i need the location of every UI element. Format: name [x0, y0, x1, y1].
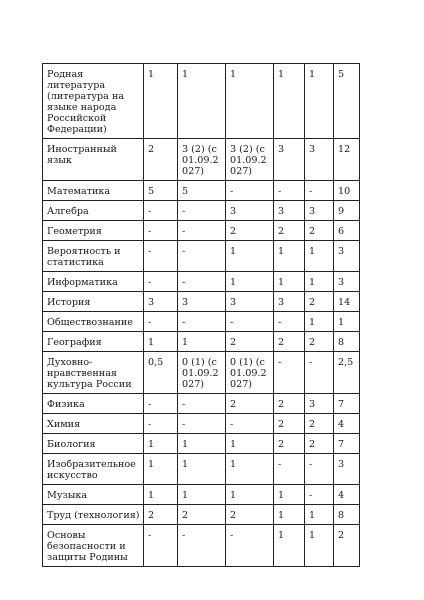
subject-cell: Математика: [43, 181, 144, 201]
subject-cell: Основы безопасности и защиты Родины: [43, 525, 144, 567]
hours-cell: 1: [274, 505, 305, 525]
hours-cell: 2: [178, 505, 226, 525]
hours-cell: 2: [274, 221, 305, 241]
hours-cell: 3: [274, 292, 305, 312]
total-cell: 3: [334, 272, 360, 292]
hours-cell: 2: [305, 332, 334, 352]
subject-cell: Вероятность и статистика: [43, 241, 144, 272]
hours-cell: 1: [178, 434, 226, 454]
subject-cell: География: [43, 332, 144, 352]
hours-cell: -: [274, 454, 305, 485]
total-cell: 6: [334, 221, 360, 241]
hours-cell: -: [274, 312, 305, 332]
total-cell: 10: [334, 181, 360, 201]
hours-cell: 2: [226, 332, 274, 352]
table-row: [43, 485, 360, 505]
hours-cell: 5: [144, 181, 178, 201]
curriculum-table-body: [43, 64, 360, 567]
hours-cell: 1: [226, 272, 274, 292]
subject-cell: Физика: [43, 394, 144, 414]
hours-cell: 2: [274, 394, 305, 414]
hours-cell: 1: [144, 434, 178, 454]
subject-cell: Иностранный язык: [43, 139, 144, 181]
hours-cell: 2: [226, 505, 274, 525]
hours-cell: 1: [274, 272, 305, 292]
table-row: [43, 221, 360, 241]
hours-cell: 1: [178, 485, 226, 505]
hours-cell: 3: [144, 292, 178, 312]
hours-cell: 3: [226, 201, 274, 221]
hours-cell: 2: [226, 221, 274, 241]
hours-cell: 2: [144, 505, 178, 525]
hours-cell: 1: [226, 434, 274, 454]
table-row: [43, 241, 360, 272]
hours-cell: -: [226, 181, 274, 201]
hours-cell: 1: [305, 525, 334, 567]
table-row: [43, 434, 360, 454]
hours-cell: 0 (1) (с 01.09.2027): [226, 352, 274, 394]
total-cell: 9: [334, 201, 360, 221]
table-row: [43, 332, 360, 352]
table-row: [43, 64, 360, 139]
hours-cell: 3: [305, 139, 334, 181]
subject-cell: Музыка: [43, 485, 144, 505]
total-cell: 4: [334, 485, 360, 505]
table-row: [43, 505, 360, 525]
hours-cell: -: [178, 414, 226, 434]
hours-cell: 2: [274, 332, 305, 352]
hours-cell: -: [274, 352, 305, 394]
hours-cell: -: [274, 181, 305, 201]
hours-cell: 3: [274, 201, 305, 221]
subject-cell: Обществознание: [43, 312, 144, 332]
subject-cell: Информатика: [43, 272, 144, 292]
hours-cell: 1: [178, 64, 226, 139]
hours-cell: 3: [226, 292, 274, 312]
hours-cell: 1: [226, 241, 274, 272]
hours-cell: 2: [305, 434, 334, 454]
table-row: [43, 414, 360, 434]
total-cell: 8: [334, 505, 360, 525]
total-cell: 2,5: [334, 352, 360, 394]
hours-cell: 1: [274, 64, 305, 139]
subject-cell: Изобразительное искусство: [43, 454, 144, 485]
total-cell: 5: [334, 64, 360, 139]
hours-cell: -: [144, 241, 178, 272]
total-cell: 3: [334, 454, 360, 485]
hours-cell: 3: [178, 292, 226, 312]
table-row: [43, 525, 360, 567]
subject-cell: Алгебра: [43, 201, 144, 221]
hours-cell: 2: [144, 139, 178, 181]
hours-cell: 1: [144, 485, 178, 505]
hours-cell: 1: [305, 312, 334, 332]
hours-cell: 1: [305, 505, 334, 525]
hours-cell: 1: [226, 454, 274, 485]
table-row: [43, 352, 360, 394]
subject-cell: Труд (технология): [43, 505, 144, 525]
hours-cell: -: [226, 312, 274, 332]
table-row: [43, 454, 360, 485]
hours-cell: 1: [226, 64, 274, 139]
hours-cell: -: [144, 414, 178, 434]
hours-cell: 3: [274, 139, 305, 181]
hours-cell: -: [178, 394, 226, 414]
hours-cell: 2: [274, 434, 305, 454]
hours-cell: 2: [305, 414, 334, 434]
hours-cell: 3 (2) (с 01.09.2027): [226, 139, 274, 181]
total-cell: 7: [334, 394, 360, 414]
hours-cell: -: [144, 525, 178, 567]
hours-cell: 3: [305, 201, 334, 221]
hours-cell: 3: [305, 394, 334, 414]
hours-cell: 1: [274, 485, 305, 505]
hours-cell: 1: [144, 454, 178, 485]
hours-cell: -: [144, 221, 178, 241]
hours-cell: 1: [178, 332, 226, 352]
hours-cell: 1: [144, 64, 178, 139]
hours-cell: 1: [226, 485, 274, 505]
table-row: [43, 292, 360, 312]
subject-cell: Химия: [43, 414, 144, 434]
total-cell: 14: [334, 292, 360, 312]
hours-cell: 2: [274, 414, 305, 434]
subject-cell: Духовно-нравственная культура России: [43, 352, 144, 394]
hours-cell: -: [178, 201, 226, 221]
total-cell: 3: [334, 241, 360, 272]
hours-cell: 0 (1) (с 01.09.2027): [178, 352, 226, 394]
hours-cell: -: [178, 312, 226, 332]
hours-cell: -: [144, 312, 178, 332]
total-cell: 4: [334, 414, 360, 434]
hours-cell: -: [226, 414, 274, 434]
hours-cell: -: [144, 201, 178, 221]
total-cell: 12: [334, 139, 360, 181]
hours-cell: 1: [274, 525, 305, 567]
hours-cell: -: [305, 454, 334, 485]
hours-cell: 3 (2) (с 01.09.2027): [178, 139, 226, 181]
table-row: [43, 201, 360, 221]
hours-cell: -: [178, 221, 226, 241]
hours-cell: 0,5: [144, 352, 178, 394]
hours-cell: -: [144, 272, 178, 292]
table-row: [43, 394, 360, 414]
hours-cell: -: [226, 525, 274, 567]
hours-cell: -: [305, 352, 334, 394]
total-cell: 8: [334, 332, 360, 352]
hours-cell: -: [178, 272, 226, 292]
subject-cell: Родная литература (литература на языке народа Российской Федерации): [43, 64, 144, 139]
hours-cell: 1: [305, 241, 334, 272]
total-cell: 7: [334, 434, 360, 454]
hours-cell: 2: [226, 394, 274, 414]
hours-cell: -: [305, 181, 334, 201]
subject-cell: Биология: [43, 434, 144, 454]
total-cell: 1: [334, 312, 360, 332]
hours-cell: 2: [305, 221, 334, 241]
hours-cell: 1: [274, 241, 305, 272]
hours-cell: 2: [305, 292, 334, 312]
hours-cell: -: [178, 241, 226, 272]
hours-cell: -: [144, 394, 178, 414]
hours-cell: 1: [305, 272, 334, 292]
table-row: [43, 272, 360, 292]
table-row: [43, 312, 360, 332]
table-row: [43, 139, 360, 181]
hours-cell: 1: [144, 332, 178, 352]
hours-cell: 1: [178, 454, 226, 485]
subject-cell: История: [43, 292, 144, 312]
total-cell: 2: [334, 525, 360, 567]
hours-cell: 1: [305, 64, 334, 139]
hours-cell: -: [178, 525, 226, 567]
hours-cell: -: [305, 485, 334, 505]
table-row: [43, 181, 360, 201]
subject-cell: Геометрия: [43, 221, 144, 241]
curriculum-table: [42, 63, 360, 567]
hours-cell: 5: [178, 181, 226, 201]
